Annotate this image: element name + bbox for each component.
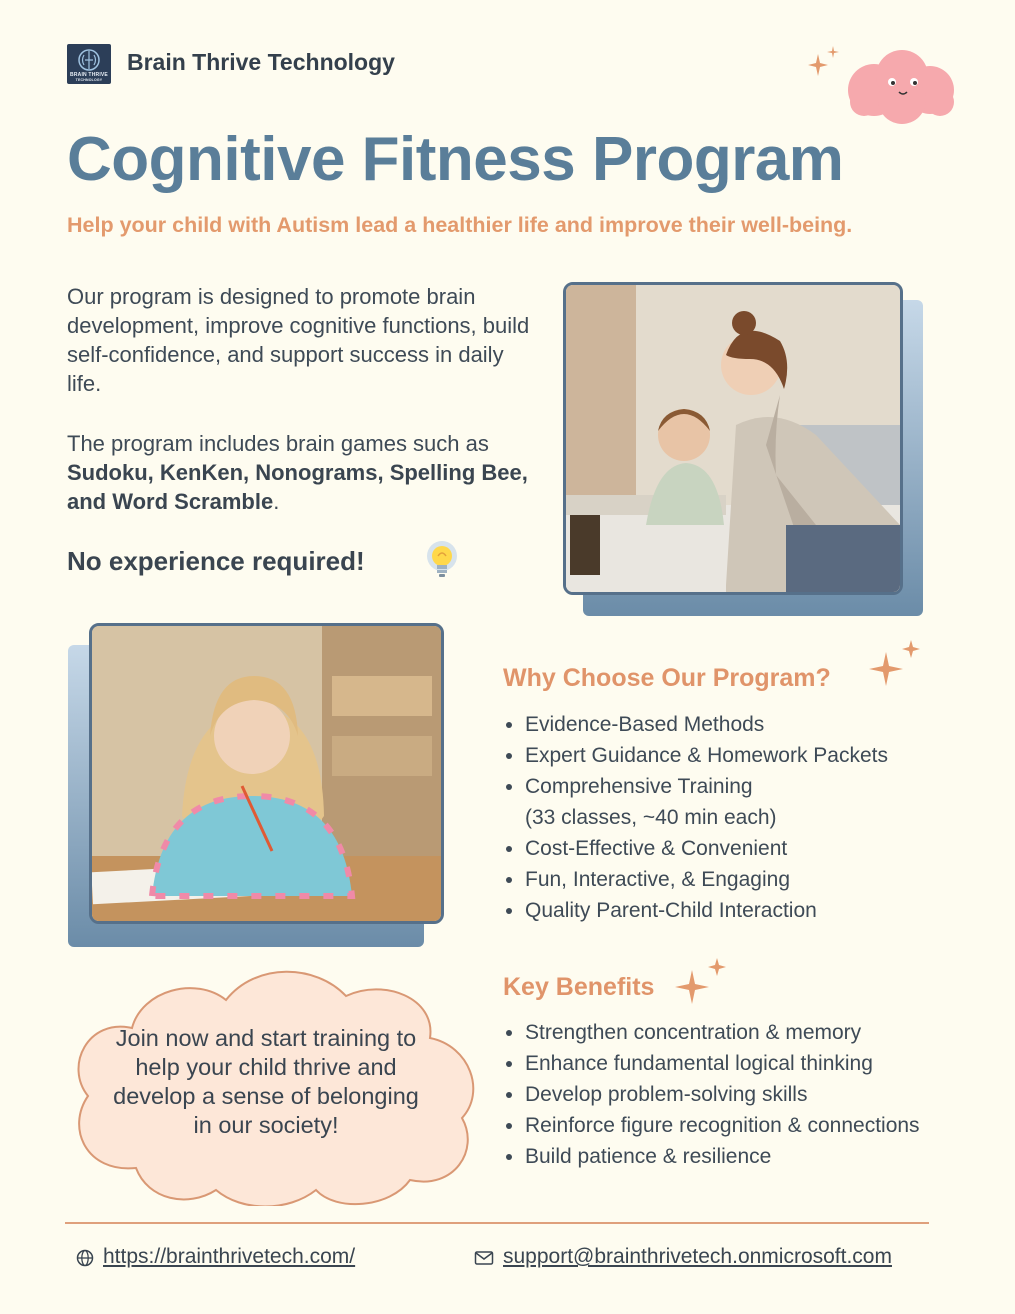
no-experience-text: No experience required! — [67, 546, 365, 576]
games-paragraph — [67, 429, 537, 516]
games-prefix: The program includes brain games such as — [67, 431, 489, 456]
cloud-mascot-icon — [842, 46, 960, 128]
mother-child-photo — [563, 282, 903, 595]
list-item: Enhance fundamental logical thinking — [503, 1048, 920, 1079]
list-item: Develop problem-solving skills — [503, 1079, 920, 1110]
company-logo — [67, 44, 111, 84]
sparkle-icon — [806, 44, 842, 80]
key-benefits-list — [503, 1017, 920, 1172]
footer-divider — [65, 1222, 929, 1224]
sparkle-icon — [672, 956, 730, 1008]
list-item: Quality Parent-Child Interaction — [503, 895, 888, 926]
list-item: Strengthen concentration & memory — [503, 1017, 920, 1048]
page-title: Cognitive Fitness Program — [67, 125, 844, 194]
sparkle-icon — [866, 638, 924, 690]
games-suffix: . — [273, 489, 280, 514]
list-item: Reinforce figure recognition & connections — [503, 1110, 920, 1141]
key-benefits-heading: Key Benefits — [503, 973, 655, 1001]
website-link[interactable]: https://brainthrivetech.com/ — [103, 1245, 356, 1268]
list-item — [503, 771, 888, 833]
logo-subtext: TECHNOLOGY — [75, 78, 103, 82]
why-choose-list — [503, 709, 888, 926]
list-item: Evidence-Based Methods — [503, 709, 888, 740]
brain-logo-icon — [76, 48, 102, 72]
games-list: Sudoku, KenKen, Nonograms, Spelling Bee, and Word Scramble — [67, 460, 528, 514]
list-item: Expert Guidance & Homework Packets — [503, 740, 888, 771]
email-link[interactable]: support@brainthrivetech.onmicrosoft.com — [503, 1245, 892, 1268]
mail-icon — [474, 1250, 494, 1266]
girl-writing-photo — [89, 623, 444, 924]
intro-paragraph: Our program is designed to promote brain development, improve cognitive functions, build self-confidence, and support success in daily life. — [67, 284, 530, 396]
lightbulb-icon — [424, 540, 460, 582]
list-item: Build patience & resilience — [503, 1141, 920, 1172]
logo-text: BRAIN THRIVE — [70, 72, 108, 78]
list-item-detail: (33 classes, ~40 min each) — [525, 806, 777, 829]
company-name: Brain Thrive Technology — [127, 49, 395, 75]
list-item: Cost-Effective & Convenient — [503, 833, 888, 864]
list-item: Fun, Interactive, & Engaging — [503, 864, 888, 895]
list-item-label: Comprehensive Training — [525, 775, 753, 798]
page-subtitle: Help your child with Autism lead a healthier life and improve their well-being. — [67, 213, 853, 237]
globe-icon — [76, 1249, 94, 1267]
join-now-message: Join now and start training to help your child thrive and develop a sense of belonging in our society! — [113, 1025, 419, 1138]
why-choose-heading: Why Choose Our Program? — [503, 664, 831, 692]
